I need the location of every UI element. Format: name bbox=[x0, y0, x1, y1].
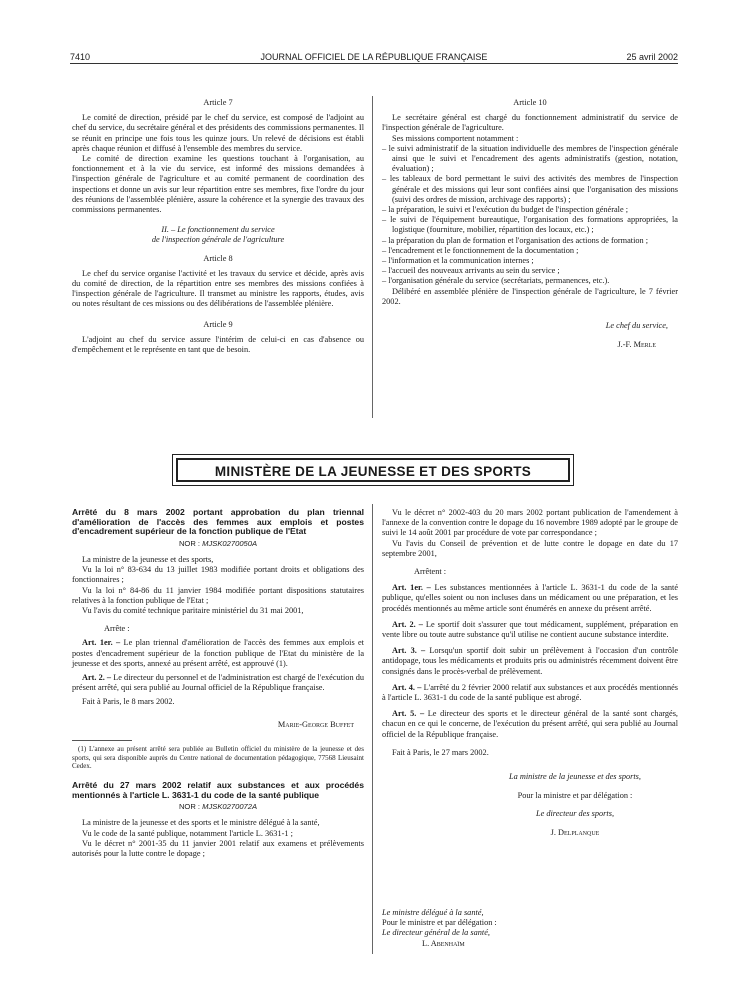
signature-name: J. Delplanque bbox=[550, 827, 600, 837]
column-divider-bottom bbox=[372, 504, 373, 954]
signature-block-1 bbox=[382, 772, 678, 838]
signature-name: J.-F. Merle bbox=[617, 339, 656, 349]
section-heading-line-2: de l'inspection générale de l'agriculture bbox=[151, 235, 285, 245]
mission-item: – la préparation du plan de formation et l'organisation des actions de formation ; bbox=[382, 235, 649, 245]
arrete-2-paragraph: Vu le code de la santé publique, notamment l'article L. 3631-1 ; bbox=[82, 828, 293, 838]
mission-item: – le suivi de l'équipement bureautique, l'organisation des formations appropriées, la logistique (fourniture, mobilier, répartition des locaux, etc.) ; bbox=[382, 215, 678, 235]
article-label: Art. 2. – bbox=[82, 673, 112, 683]
arrete-2-article-3 bbox=[382, 646, 678, 677]
mission-item: – le suivi administratif de la situation individuelle des membres de l'inspection générale ainsi que le suivi et l'encadrement des agents administratifs (gestion, notation, évaluation) ; bbox=[382, 143, 678, 174]
arrete-1-done: Fait à Paris, le 8 mars 2002. bbox=[82, 697, 175, 707]
article-7-paragraph-2: Le comité de direction examine les questions touchant à l'organisation, au fonctionnement et à la vie du service, est informé des missions demandées à l'inspection générale de l'agriculture et au comité permanent de coordination des inspections et donne un avis sur leur répartition entre ses membres, fixe l'ordre du jour des réunions de l'assemblée plénière, assure la cohérence et la synergie des travaux des commissions permanentes. bbox=[72, 154, 364, 215]
arrete-2-paragraph: Vu l'avis du Conseil de prévention et de lutte contre le dopage en date du 17 septembre 2001, bbox=[382, 538, 678, 558]
signature-line: Le directeur général de la santé, bbox=[382, 928, 490, 938]
article-8-heading: Article 8 bbox=[203, 253, 233, 263]
arrete-1-arrete: Arrête : bbox=[104, 624, 130, 634]
mission-item: – l'organisation générale du service (secrétariats, permanences, etc.). bbox=[382, 276, 610, 286]
arrete-1-paragraph: Vu la loi n° 83-634 du 13 juillet 1983 modifiée portant droits et obligations des fonctionnaires ; bbox=[72, 565, 364, 585]
mission-item: – la préparation, le suivi et l'exécution du budget de l'inspection générale ; bbox=[382, 205, 629, 215]
page-number: 7410 bbox=[70, 52, 91, 62]
article-text: Le directeur des sports et le directeur général de la santé sont chargés, chacun en ce qui le concerne, de l'exécution du présent arrêté, qui sera publié au Journal officiel de la République française. bbox=[382, 709, 679, 739]
signature-block-2 bbox=[382, 908, 542, 949]
article-text: Le sportif doit s'assurer que tout médicament, supplément, préparation en vente libre ou toute autre substance qu'il utilise ne contient aucune substance interdite. bbox=[382, 619, 678, 640]
arrete-2-paragraph: Vu le décret n° 2001-35 du 11 janvier 2001 relatif aux examens et prélèvements autorisés pour la lutte contre le dopage ; bbox=[72, 838, 364, 858]
arrete-2-article-4 bbox=[382, 683, 678, 703]
nor-label: NOR : bbox=[178, 802, 201, 812]
ministry-title: MINISTÈRE DE LA JEUNESSE ET DES SPORTS bbox=[214, 464, 532, 479]
section-heading-line-1: II. – Le fonctionnement du service bbox=[161, 225, 275, 235]
nor-label: NOR : bbox=[178, 538, 201, 548]
article-label: Art. 1er. – bbox=[392, 583, 431, 593]
arrete-2-done: Fait à Paris, le 27 mars 2002. bbox=[392, 747, 489, 757]
arrete-1-signature: Marie-George Buffet bbox=[277, 719, 354, 729]
article-label: Art. 1er. – bbox=[82, 638, 121, 648]
arrete-2-paragraph: Vu le décret n° 2002-403 du 20 mars 2002 portant publication de l'amendement à l'annexe de la convention contre le dopage du 16 novembre 1989 adopté par le groupe de suivi le 14 août 2001 par procédure de vote par correspondance ; bbox=[382, 508, 678, 538]
top-right-column bbox=[382, 98, 678, 358]
article-text: Le directeur du personnel et de l'administration est chargé de l'exécution du présent arrêté, qui sera publié au Journal officiel de la République française. bbox=[72, 673, 365, 693]
nor-code: MJSK0270050A bbox=[202, 538, 258, 548]
arrete-1-footnote: (1) L'annexe au présent arrêté sera publiée au Bulletin officiel du ministère de la jeunesse et des sports, qui sera disponible auprès du Centre national de documentation pédagogique, 77568 Lieusaint Cedex. bbox=[72, 745, 364, 771]
article-10-paragraph-1: Le secrétaire général est chargé du fonctionnement administratif du service de l'inspection générale de l'agriculture. bbox=[382, 113, 678, 133]
arrete-1-nor bbox=[72, 539, 364, 549]
column-divider-top bbox=[372, 96, 373, 418]
arrete-2-nor bbox=[72, 802, 364, 812]
deliberation-closing: Délibéré en assemblée plénière de l'inspection générale de l'agriculture, le 7 février 2002. bbox=[382, 286, 678, 306]
mission-item: – l'information et la communication internes ; bbox=[382, 256, 534, 266]
signature-line: Le directeur des sports, bbox=[535, 809, 615, 819]
signature-name: L. Abenhaïm bbox=[422, 938, 465, 948]
article-9-heading: Article 9 bbox=[203, 319, 233, 329]
arrete-2-article-5 bbox=[382, 709, 678, 740]
signature-line: Pour la ministre et par délégation : bbox=[517, 790, 633, 800]
arrete-2-article-1 bbox=[382, 583, 678, 614]
arrete-1-paragraph: Vu la loi n° 84-86 du 11 janvier 1984 modifiée portant dispositions statutaires relatives à la fonction publique de l'Etat ; bbox=[72, 585, 364, 605]
footnote-rule bbox=[72, 740, 132, 741]
arrete-2-article-2 bbox=[382, 620, 678, 640]
article-9-paragraph-1: L'adjoint au chef du service assure l'intérim de celui-ci en cas d'absence ou d'empêchement et le représente en tant que de besoin. bbox=[72, 334, 364, 355]
nor-code: MJSK0270072A bbox=[202, 802, 258, 812]
article-text: L'arrêté du 2 février 2000 relatif aux substances et aux procédés mentionnés à l'article L. 3631-1 du code de la santé publique est abrogé. bbox=[382, 682, 678, 703]
header-rule bbox=[70, 63, 678, 64]
arrete-1-paragraph: La ministre de la jeunesse et des sports, bbox=[82, 554, 214, 564]
mission-item: – l'encadrement et le fonctionnement de la documentation ; bbox=[382, 245, 579, 255]
article-label: Art. 4. – bbox=[392, 682, 422, 692]
signature-line: Le ministre délégué à la santé, bbox=[382, 908, 484, 917]
article-7-heading: Article 7 bbox=[203, 98, 233, 107]
arrete-1-article-2 bbox=[72, 673, 364, 693]
arrete-1-article-1 bbox=[72, 638, 364, 669]
signature-line: La ministre de la jeunesse et des sports, bbox=[509, 772, 641, 782]
mission-item: – les tableaux de bord permettant le suivi des activités des membres de l'inspection générale et des missions qui leur sont confiées ainsi que l'organisation des missions (suivi des ordres de mission, archivage des rapports) ; bbox=[382, 174, 678, 204]
mission-item: – l'accueil des nouveaux arrivants au sein du service ; bbox=[382, 266, 560, 276]
bottom-right-column bbox=[382, 508, 678, 846]
article-10-paragraph-2: Ses missions comportent notamment : bbox=[392, 133, 519, 143]
article-text: Les substances mentionnées à l'article L. 3631-1 du code de la santé publique, qu'elles soient ou non incluses dans un médicament ou une préparation, et les procédés mentionnés au même article sont énumérés en annexe du présent arrêté. bbox=[382, 583, 679, 613]
issue-date: 25 avril 2002 bbox=[626, 52, 678, 62]
article-label: Art. 5. – bbox=[392, 709, 425, 719]
arrete-2-arretent: Arrêtent : bbox=[414, 567, 447, 577]
arrete-2-paragraph: La ministre de la jeunesse et des sports et le ministre délégué à la santé, bbox=[82, 818, 320, 828]
top-left-column bbox=[72, 98, 364, 355]
arrete-2-title: Arrêté du 27 mars 2002 relatif aux substances et aux procédés mentionnés à l'article L. 3631-1 du code de la santé publique bbox=[72, 779, 364, 800]
article-text: Le plan triennal d'amélioration de l'accès des femmes aux emplois et postes d'encadrement supérieur de la fonction publique de l'Etat du ministère de la jeunesse et des sports, annexé au présent arrêté, est approuvé (1). bbox=[72, 638, 364, 668]
signature-line: Pour le ministre et par délégation : bbox=[382, 918, 497, 928]
article-label: Art. 2. – bbox=[392, 619, 423, 629]
article-10-heading: Article 10 bbox=[513, 98, 547, 107]
signature-title: Le chef du service, bbox=[605, 321, 668, 331]
article-label: Art. 3. – bbox=[392, 646, 426, 656]
bottom-left-column bbox=[72, 508, 364, 859]
article-8-paragraph-1: Le chef du service organise l'activité et les travaux du service et décide, après avis du comité de direction, de la répartition entre ses membres des missions confiées à l'inspection générale de l'agriculture. Il transmet au ministre les rapports, études, avis ou notes résultant de ces missions ou des délibérations de l'assemblée plénière. bbox=[72, 268, 364, 309]
article-7-paragraph-1: Le comité de direction, présidé par le chef du service, est composé de l'adjoint au chef du service, du secrétaire général et des présidents des commissions permanentes. Il se réunit en principe une fois tous les quinze jours. Un relevé de décisions est établi après chaque réunion et diffusé à l'ensemble des membres du service. bbox=[72, 113, 364, 153]
arrete-1-paragraph: Vu l'avis du comité technique paritaire ministériel du 31 mai 2001, bbox=[82, 606, 304, 615]
section-heading bbox=[72, 225, 364, 245]
article-text: Lorsqu'un sportif doit subir un prélèvement à l'occasion d'un contrôle antidopage, tous les médicaments et produits pris ou administrés récemment doivent être consignés dans le procès-verbal de prélèvement. bbox=[382, 646, 679, 676]
arrete-1-title: Arrêté du 8 mars 2002 portant approbation du plan triennal d'amélioration de l'accès des femmes aux emplois et postes d'encadrement supérieur de la fonction publique de l'Etat bbox=[72, 507, 364, 537]
ministry-banner bbox=[176, 458, 570, 482]
journal-title: JOURNAL OFFICIEL DE LA RÉPUBLIQUE FRANÇAISE bbox=[260, 52, 488, 62]
